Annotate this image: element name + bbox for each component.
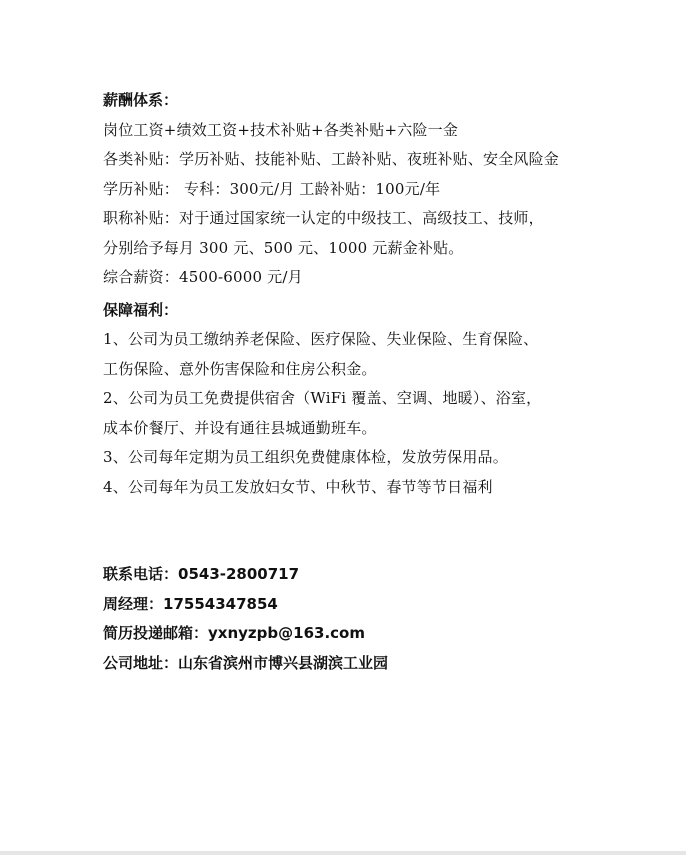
contact-info [103, 560, 623, 678]
contact-manager-value: 17554347854 [163, 594, 278, 613]
salary-line-total: 综合薪资：4500-6000 元/月 [103, 268, 303, 286]
salary-line-allowance-types: 各类补贴：学历补贴、技能补贴、工龄补贴、夜班补贴、安全风险金 [103, 150, 560, 168]
welfare-line-5: 3、公司每年定期为员工组织免费健康体检，发放劳保用品。 [103, 448, 508, 466]
document-body [103, 86, 603, 502]
welfare-line-1: 1、公司为员工缴纳养老保险、医疗保险、失业保险、生育保险、 [103, 330, 539, 348]
contact-email [103, 619, 623, 649]
contact-phone-value: 0543-2800717 [178, 565, 300, 583]
contact-email-label: 简历投递邮箱： [103, 624, 209, 642]
salary-heading: 薪酬体系： [103, 91, 179, 109]
page-bottom-edge [0, 851, 686, 855]
salary-line-title-amounts: 分别给予每月 300 元、500 元、1000 元薪金补贴。 [103, 238, 464, 257]
welfare-line-4: 成本价餐厅、并设有通往县城通勤班车。 [103, 418, 377, 437]
welfare-line-6: 4、公司每年为员工发放妇女节、中秋节、春节等节日福利 [103, 477, 493, 496]
welfare-heading: 保障福利： [103, 300, 179, 319]
contact-phone [103, 560, 623, 590]
contact-address [103, 649, 623, 679]
contact-phone-label: 联系电话： [103, 565, 179, 583]
contact-manager [103, 590, 623, 620]
welfare-line-2: 工伤保险、意外伤害保险和住房公积金。 [103, 359, 377, 378]
contact-address-value: 山东省滨州市博兴县湖滨工业园 [178, 653, 389, 672]
contact-email-value: yxnyzpb@163.com [208, 624, 365, 642]
welfare-line-3: 2、公司为员工免费提供宿舍（WiFi 覆盖、空调、地暖）、浴室， [103, 389, 542, 407]
contact-address-label: 公司地址： [103, 653, 179, 672]
contact-manager-label: 周经理： [103, 594, 164, 613]
salary-line-structure: 岗位工资+绩效工资+技术补贴+各类补贴+六险一金 [103, 120, 459, 139]
salary-line-title-allowance: 职称补贴：对于通过国家统一认定的中级技工、高级技工、技师， [103, 209, 544, 227]
salary-line-education-seniority: 学历补贴： 专科：300元/月 工龄补贴：100元/年 [103, 179, 441, 198]
